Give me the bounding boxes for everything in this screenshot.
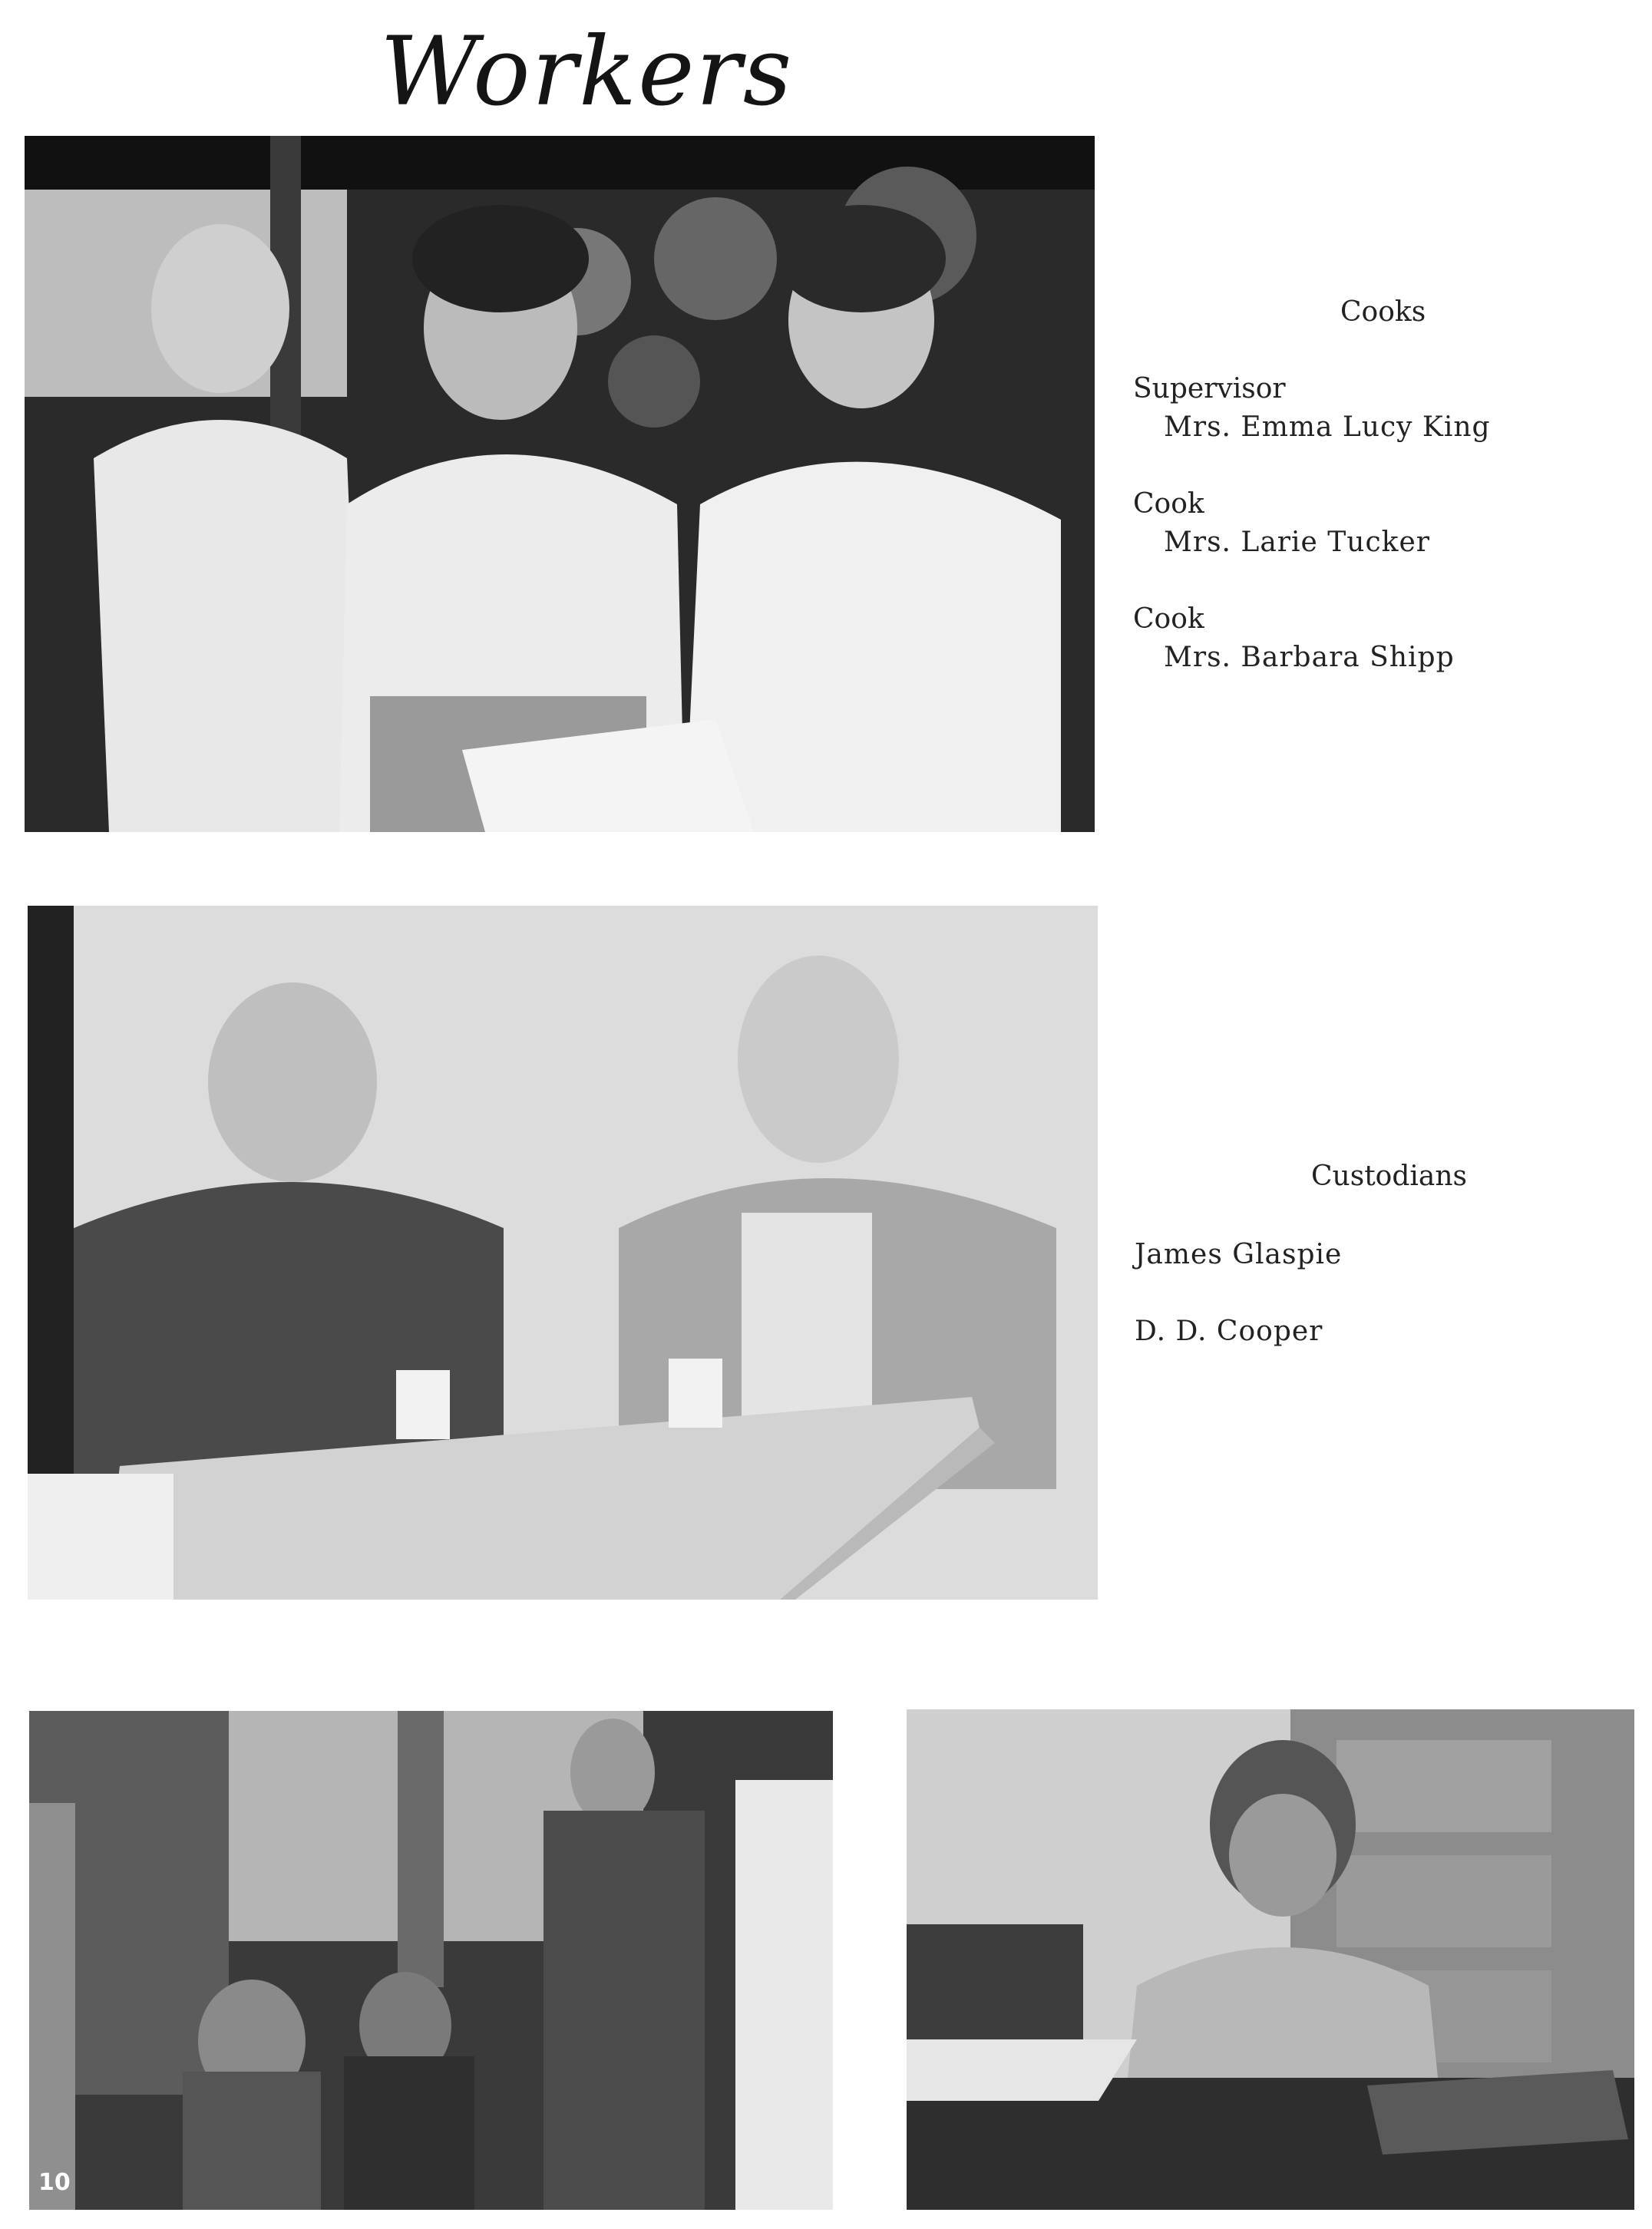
page-title: Workers — [380, 17, 794, 127]
cook-role: Cook — [1133, 603, 1204, 635]
cook-name: Mrs. Barbara Shipp — [1164, 642, 1455, 673]
photo-office — [907, 1709, 1634, 2210]
cook-name: Mrs. Emma Lucy King — [1164, 411, 1491, 443]
custodian-name: D. D. Cooper — [1135, 1316, 1323, 1347]
cook-name: Mrs. Larie Tucker — [1164, 527, 1430, 558]
photo-custodians — [28, 906, 1098, 1600]
custodian-name: James Glaspie — [1135, 1239, 1343, 1270]
custodians-heading: Custodians — [1311, 1161, 1468, 1192]
cook-role: Cook — [1133, 488, 1204, 520]
photo-cooks — [25, 136, 1095, 832]
cooks-heading: Cooks — [1340, 296, 1426, 328]
photo-group — [29, 1711, 833, 2210]
cook-role: Supervisor — [1133, 373, 1286, 405]
page-number: 10 — [38, 2169, 71, 2196]
